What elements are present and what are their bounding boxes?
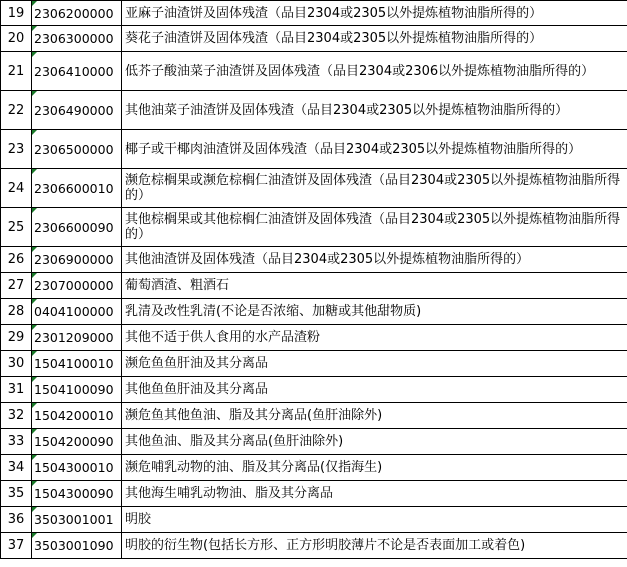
description-cell[interactable]: 其他棕榈果或其他棕榈仁油渣饼及固体残渣（品目2304或2305以外提炼植物油脂所得的） <box>122 208 627 247</box>
row-number-cell[interactable]: 27 <box>1 273 32 299</box>
row-number-cell[interactable]: 25 <box>1 208 32 247</box>
hs-code-cell[interactable]: 2307000000 <box>32 273 122 299</box>
table-row[interactable] <box>1 52 627 91</box>
table-row[interactable] <box>1 429 627 455</box>
row-number-cell[interactable]: 35 <box>1 481 32 507</box>
hs-code-cell[interactable]: 1504300090 <box>32 481 122 507</box>
description-cell[interactable]: 其他鱼鱼肝油及其分离品 <box>122 377 627 403</box>
hs-code-cell[interactable]: 2306490000 <box>32 91 122 130</box>
row-number-cell[interactable]: 34 <box>1 455 32 481</box>
table-row[interactable] <box>1 351 627 377</box>
table-row[interactable] <box>1 91 627 130</box>
row-number-cell[interactable]: 19 <box>1 1 32 26</box>
row-number-cell[interactable]: 30 <box>1 351 32 377</box>
row-number-cell[interactable]: 36 <box>1 507 32 533</box>
table-body <box>1 1 627 559</box>
description-cell[interactable]: 明胶 <box>122 507 627 533</box>
description-cell[interactable]: 濒危哺乳动物的油、脂及其分离品(仅指海生) <box>122 455 627 481</box>
description-cell[interactable]: 乳清及改性乳清(不论是否浓缩、加糖或其他甜物质) <box>122 299 627 325</box>
description-cell[interactable]: 葡萄酒渣、粗酒石 <box>122 273 627 299</box>
hs-code-cell[interactable]: 2306300000 <box>32 26 122 52</box>
hs-code-cell[interactable]: 2301209000 <box>32 325 122 351</box>
table-row[interactable] <box>1 299 627 325</box>
table-row[interactable] <box>1 273 627 299</box>
table-row[interactable] <box>1 1 627 26</box>
hs-code-cell[interactable]: 2306900000 <box>32 247 122 273</box>
hs-code-cell[interactable]: 1504300010 <box>32 455 122 481</box>
row-number-cell[interactable]: 28 <box>1 299 32 325</box>
table-row[interactable] <box>1 507 627 533</box>
description-cell[interactable]: 濒危鱼鱼肝油及其分离品 <box>122 351 627 377</box>
row-number-cell[interactable]: 23 <box>1 130 32 169</box>
table-row[interactable] <box>1 481 627 507</box>
table-row[interactable] <box>1 403 627 429</box>
table-row[interactable] <box>1 377 627 403</box>
description-cell[interactable]: 葵花子油渣饼及固体残渣（品目2304或2305以外提炼植物油脂所得的） <box>122 26 627 52</box>
row-number-cell[interactable]: 20 <box>1 26 32 52</box>
description-cell[interactable]: 明胶的衍生物(包括长方形、正方形明胶薄片不论是否表面加工或着色) <box>122 533 627 559</box>
table-row[interactable] <box>1 325 627 351</box>
row-number-cell[interactable]: 31 <box>1 377 32 403</box>
row-number-cell[interactable]: 29 <box>1 325 32 351</box>
hs-code-cell[interactable]: 3503001001 <box>32 507 122 533</box>
hs-code-cell[interactable]: 2306410000 <box>32 52 122 91</box>
hs-code-cell[interactable]: 1504100010 <box>32 351 122 377</box>
table-row[interactable] <box>1 247 627 273</box>
description-cell[interactable]: 其他不适于供人食用的水产品渣粉 <box>122 325 627 351</box>
hs-code-cell[interactable]: 1504200090 <box>32 429 122 455</box>
description-cell[interactable]: 其他油渣饼及固体残渣（品目2304或2305以外提炼植物油脂所得的） <box>122 247 627 273</box>
table-row[interactable] <box>1 26 627 52</box>
description-cell[interactable]: 椰子或干椰肉油渣饼及固体残渣（品目2304或2305以外提炼植物油脂所得的） <box>122 130 627 169</box>
row-number-cell[interactable]: 26 <box>1 247 32 273</box>
table-row[interactable] <box>1 533 627 559</box>
description-cell[interactable]: 濒危棕榈果或濒危棕榈仁油渣饼及固体残渣（品目2304或2305以外提炼植物油脂所得的） <box>122 169 627 208</box>
hs-code-cell[interactable]: 1504100090 <box>32 377 122 403</box>
row-number-cell[interactable]: 21 <box>1 52 32 91</box>
description-cell[interactable]: 濒危鱼其他鱼油、脂及其分离品(鱼肝油除外) <box>122 403 627 429</box>
table-row[interactable] <box>1 169 627 208</box>
table-row[interactable] <box>1 208 627 247</box>
row-number-cell[interactable]: 22 <box>1 91 32 130</box>
table-row[interactable] <box>1 455 627 481</box>
hs-code-cell[interactable]: 0404100000 <box>32 299 122 325</box>
row-number-cell[interactable]: 24 <box>1 169 32 208</box>
hs-code-cell[interactable]: 2306600010 <box>32 169 122 208</box>
description-cell[interactable]: 亚麻子油渣饼及固体残渣（品目2304或2305以外提炼植物油脂所得的） <box>122 1 627 26</box>
table-row[interactable] <box>1 130 627 169</box>
description-cell[interactable]: 其他油菜子油渣饼及固体残渣（品目2304或2305以外提炼植物油脂所得的） <box>122 91 627 130</box>
row-number-cell[interactable]: 32 <box>1 403 32 429</box>
hs-code-cell[interactable]: 2306200000 <box>32 1 122 26</box>
description-cell[interactable]: 低芥子酸油菜子油渣饼及固体残渣（品目2304或2306以外提炼植物油脂所得的） <box>122 52 627 91</box>
hs-code-cell[interactable]: 2306600090 <box>32 208 122 247</box>
description-cell[interactable]: 其他海生哺乳动物油、脂及其分离品 <box>122 481 627 507</box>
hs-code-cell[interactable]: 1504200010 <box>32 403 122 429</box>
description-cell[interactable]: 其他鱼油、脂及其分离品(鱼肝油除外) <box>122 429 627 455</box>
row-number-cell[interactable]: 37 <box>1 533 32 559</box>
hs-code-cell[interactable]: 2306500000 <box>32 130 122 169</box>
row-number-cell[interactable]: 33 <box>1 429 32 455</box>
hs-code-cell[interactable]: 3503001090 <box>32 533 122 559</box>
